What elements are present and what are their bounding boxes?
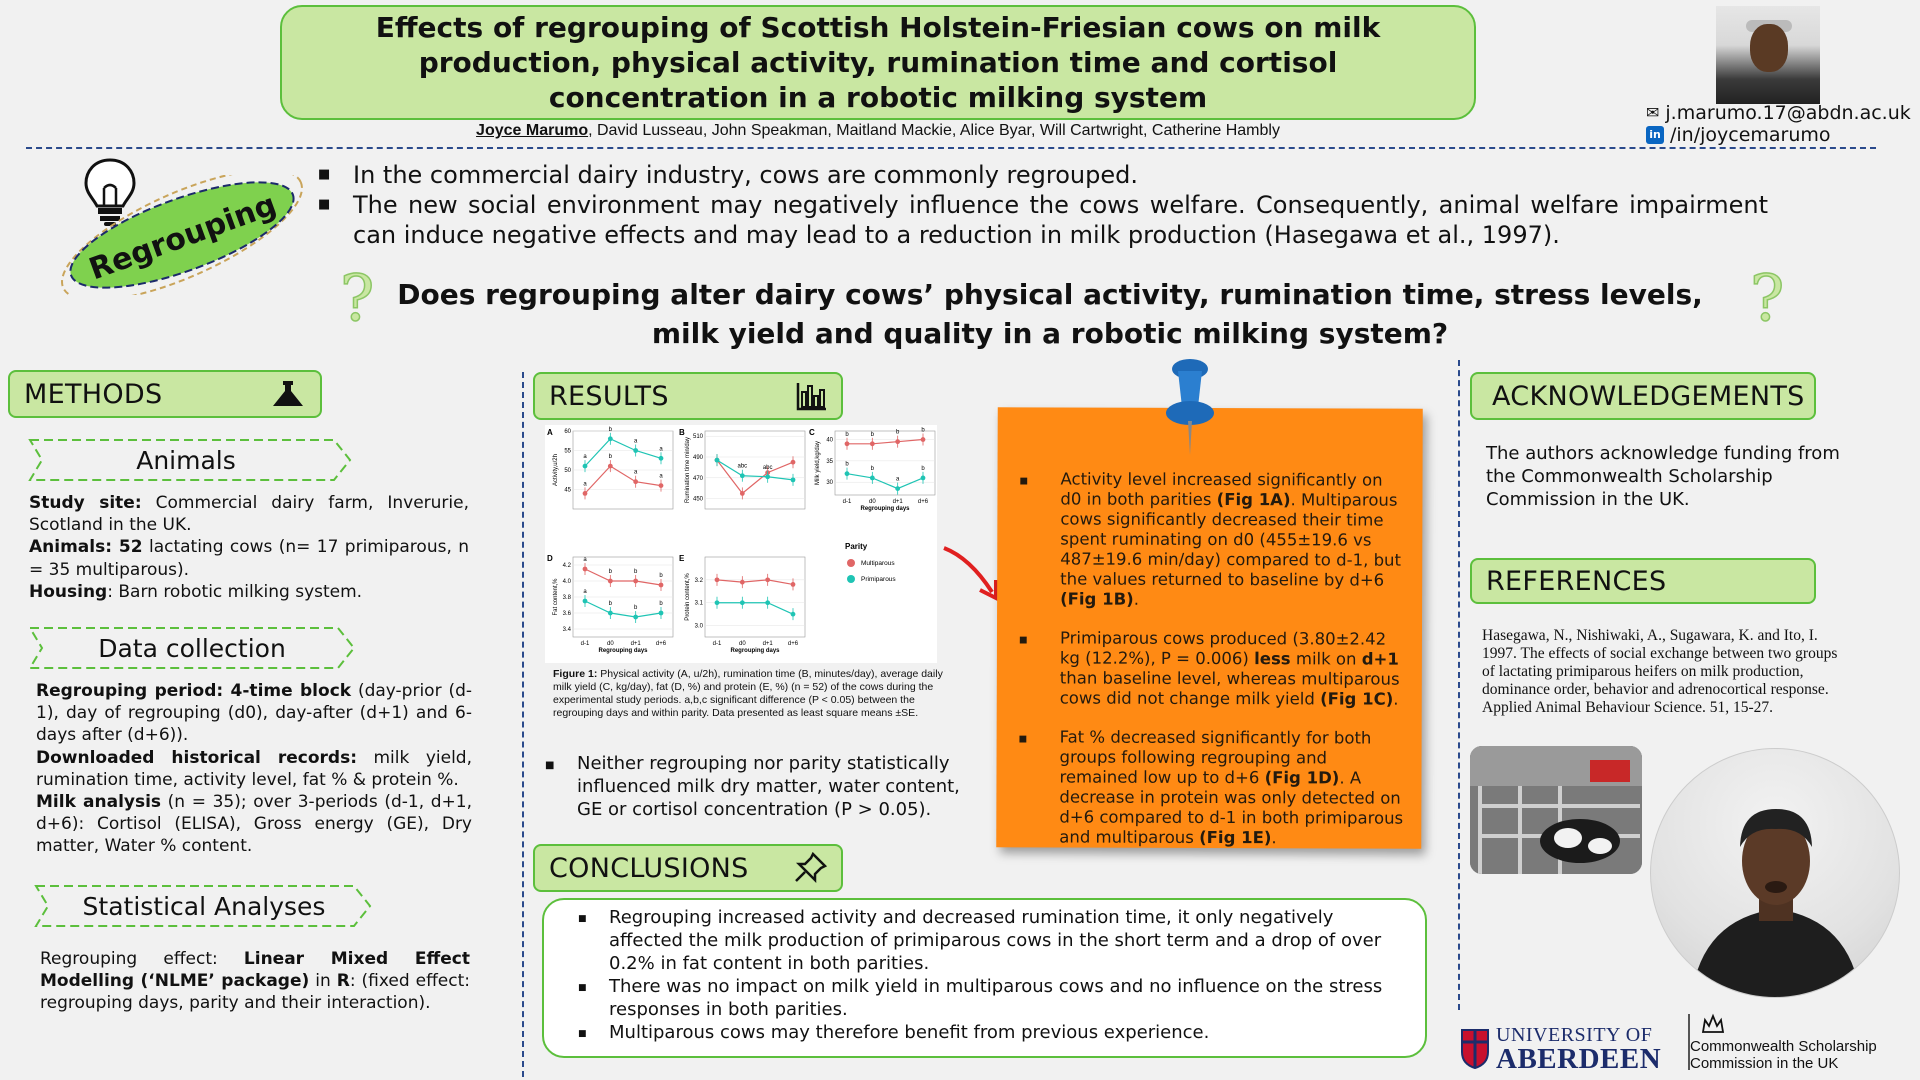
chart-point	[659, 611, 664, 616]
animals-subheader: Animals	[136, 445, 236, 475]
chart-panel-label: B	[679, 428, 685, 437]
methods-header	[8, 370, 322, 418]
figure-1	[545, 425, 937, 663]
envelope-icon: ✉	[1646, 103, 1660, 122]
author-list	[280, 122, 1476, 140]
research-question: Does regrouping alter dairy cows’ physical activity, rumination time, stress levels, milk yield and quality in a robotic milking system?	[397, 278, 1703, 350]
question-mark-icon: ?	[340, 262, 375, 336]
chart-ylabel: Rumination time min/day	[685, 436, 691, 504]
chart-ytick: 470	[692, 475, 703, 482]
conclusions-box	[542, 898, 1427, 1058]
chart-point	[715, 600, 720, 605]
chart-legend-title: Parity	[845, 542, 868, 551]
header-divider	[26, 147, 1876, 149]
chart-ytick: 4.2	[562, 563, 571, 569]
chart-point	[608, 579, 613, 584]
chart-ytick: 3.2	[694, 577, 703, 584]
chart-point	[870, 476, 875, 481]
chart-panel-label: C	[809, 428, 815, 437]
poster-title: Effects of regrouping of Scottish Holstein-Friesian cows on milk production, physical activity, rumination time and cortisol concentration in a robotic milking system	[375, 11, 1381, 114]
chart-legend-swatch	[847, 575, 855, 583]
chart-xtick: d+6	[917, 499, 929, 505]
chart-sig-label: b	[633, 569, 638, 575]
chart-point	[633, 479, 638, 484]
chart-point	[715, 577, 720, 582]
chart-xtick: d-1	[712, 641, 722, 647]
chart-ytick: 40	[826, 437, 833, 444]
chart-xtick: d-1	[580, 641, 590, 647]
chart-ylabel: Activity,u/2h	[553, 454, 559, 486]
animals-text: Study site: Commercial dairy farm, Inverurie, Scotland in the UK. Animals: 52 lactating cows (n= 17 primiparous, n = 35 multiparous). Housing: Barn robotic milking system.	[29, 493, 470, 602]
chart-sig-label: b	[608, 426, 613, 433]
chart-sig-label: a	[583, 481, 587, 488]
chart-panel-frame	[705, 557, 805, 637]
references-title: REFERENCES	[1486, 565, 1667, 597]
chart-sig-label: a	[583, 454, 587, 461]
chart-point	[765, 600, 770, 605]
chart-point	[659, 583, 664, 588]
chart-xtick: d+1	[630, 641, 641, 647]
chart-xtick: d+6	[655, 641, 667, 647]
question-mark-icon: ?	[1750, 262, 1785, 336]
chart-sig-label: a	[633, 469, 638, 476]
chart-sig-label: b	[608, 601, 613, 607]
statistical-subheader: Statistical Analyses	[82, 891, 326, 921]
acknowledgements-header	[1470, 372, 1816, 420]
crown-crest-icon	[1700, 1012, 1726, 1036]
conclusion-bullet: ■ Regrouping increased activity and decreased rumination time, it only negatively affected the milk production of primiparous cows in the short term and a drop of over 0.2% in fat content in both parities.	[574, 906, 1404, 975]
results-header	[533, 372, 843, 420]
chart-sig-label: b	[921, 427, 925, 434]
chart-ytick: 50	[564, 468, 571, 474]
flask-icon	[270, 378, 306, 410]
conclusion-bullet: ■ Multiparous cows may therefore benefit from previous experience.	[574, 1021, 1404, 1044]
chart-point	[583, 567, 588, 572]
chart-sig-label: a	[659, 473, 663, 480]
chart-point	[791, 460, 796, 465]
column-divider	[1458, 360, 1460, 1010]
chart-xtick: d0	[606, 641, 614, 647]
chart-ytick: 30	[826, 480, 833, 487]
commonwealth-scholarship-logo: Commonwealth Scholarship Commission in the UK	[1690, 1038, 1877, 1072]
chart-point	[895, 486, 900, 491]
chart-ytick: 510	[692, 434, 703, 441]
chart-point	[740, 600, 745, 605]
conclusions-header	[533, 844, 843, 892]
chart-ytick: 3.8	[562, 595, 571, 601]
acknowledgements-text: The authors acknowledge funding from the Commonwealth Scholarship Commission in the UK.	[1486, 443, 1840, 510]
pin-icon	[793, 852, 827, 884]
chart-sig-label: b	[870, 465, 875, 472]
chart-xtick: d+1	[762, 641, 773, 647]
statistical-text: Regrouping effect: Linear Mixed Effect Modelling (‘NLME’ package) in R: (fixed effect: regrouping days, parity and their interaction).	[40, 949, 470, 1014]
chart-sig-label: abc	[762, 464, 773, 471]
chart-panel-label: E	[679, 554, 685, 563]
lead-author: Joyce Marumo	[476, 122, 589, 139]
chart-ylabel: Protein content,%	[685, 573, 691, 621]
chart-sig-label: a	[583, 589, 587, 595]
chart-point	[791, 477, 796, 482]
chart-sig-label: abc	[737, 463, 748, 470]
chart-point	[791, 582, 796, 587]
chart-point	[633, 448, 638, 453]
introduction	[318, 160, 1768, 250]
chart-point	[608, 611, 613, 616]
chart-point	[583, 491, 588, 496]
data-collection-text: Regrouping period: 4-time block (day-prior (d-1), day of regrouping (d0), day-after (d+1) and 6-days after (d+6)). Downloaded historical records: milk yield, rumination time, activity level, fat % & protein %. Milk analysis (n = 35); over 3-periods (d-1, d+1, d+6): Cortisol (ELISA), Gross energy (GE), Dry matter, Water % content.	[36, 681, 472, 857]
chart-ytick: 3.1	[694, 600, 703, 607]
chart-point	[765, 474, 770, 479]
chart-point	[740, 491, 745, 496]
chart-sig-label: a	[583, 557, 587, 563]
chart-xtick: d+6	[787, 641, 799, 647]
chart-panel-label: D	[547, 554, 553, 563]
chart-xlabel: Regrouping days	[860, 506, 910, 512]
results-bullet-list	[545, 752, 965, 821]
chart-sig-label: a	[895, 476, 900, 483]
chart-point	[765, 577, 770, 582]
regrouping-badge-text: Regrouping	[84, 187, 282, 288]
intro-bullet: ■ The new social environment may negatively influence the cows welfare. Consequently, animal welfare impairment can induce negative effects and may lead to a reduction in milk production (Hasegawa et al., 1997).	[318, 190, 1768, 250]
linkedin-icon: in	[1646, 126, 1664, 144]
chart-xtick: d+1	[892, 499, 903, 505]
figure-caption: Figure 1: Physical activity (A, u/2h), rumination time (B, minutes/day), average daily milk yield (C, kg/day), fat (D, %) and protein (E, %) (n = 52) of the cows during the experimental study periods. a,b,c significant difference (P < 0.05) between the regrouping days and within parity. Data presented as least square means ±SE.	[553, 668, 943, 719]
chart-xtick: d-1	[842, 499, 852, 505]
data-collection-subheader: Data collection	[98, 633, 286, 663]
chart-ytick: 35	[826, 458, 833, 465]
chart-sig-label: b	[845, 431, 849, 438]
references-text: Hasegawa, N., Nishiwaki, A., Sugawara, K. and Ito, I. 1997. The effects of social exchange between two groups of lactating primiparous heifers on milk production, dominance order, behavior and adrenocortical response. Applied Animal Behaviour Science. 51, 15-27.	[1482, 627, 1838, 716]
chart-sig-label: a	[633, 438, 638, 445]
chart-ytick: 3.6	[562, 611, 571, 617]
chart-ytick: 450	[692, 496, 703, 503]
chart-point	[659, 456, 664, 461]
chart-xlabel: Regrouping days	[598, 648, 648, 654]
chart-point	[791, 612, 796, 617]
chart-point	[659, 483, 664, 488]
conclusions-title: CONCLUSIONS	[549, 852, 749, 884]
chart-legend-label: Primiparous	[861, 576, 896, 583]
contact-block	[1646, 102, 1911, 146]
email-link[interactable]: j.marumo.17@abdn.ac.uk	[1665, 102, 1911, 124]
pushpin-icon	[1160, 355, 1220, 460]
chart-point	[583, 599, 588, 604]
chart-panel-frame	[705, 431, 805, 509]
chart-point	[870, 441, 875, 446]
chart-panel-label: A	[547, 428, 553, 437]
co-authors: , David Lusseau, John Speakman, Maitland Mackie, Alice Byar, Will Cartwright, Catherine Hambly	[588, 122, 1280, 139]
university-crest-icon	[1460, 1028, 1490, 1070]
chart-sig-label: b	[659, 601, 663, 607]
chart-xtick: d0	[738, 641, 746, 647]
chart-ytick: 490	[692, 455, 703, 461]
chart-xtick: d0	[868, 499, 876, 505]
chart-point	[608, 436, 613, 441]
chart-sig-label: b	[870, 431, 875, 438]
chart-ytick: 45	[564, 487, 571, 494]
chart-ylabel: Fat content,%	[553, 578, 559, 616]
results-title: RESULTS	[549, 380, 669, 412]
chart-point	[921, 437, 926, 442]
university-of-aberdeen-logo: UNIVERSITY OF ABERDEEN	[1460, 1025, 1661, 1073]
sticky-bullet: ■ Fat % decreased significantly for both groups following regrouping and remained low up to d+6 (Fig 1D). A decrease in protein was only detected on d+6 compared to d-1 in both primiparous and multiparous (Fig 1E).	[1014, 727, 1404, 848]
sticky-bullet: ■ Primiparous cows produced (3.80±2.42 kg (12.2%), P = 0.006) less milk on d+1 than baseline level, whereas multiparous cows did not change milk yield (Fig 1C).	[1015, 628, 1405, 709]
chart-sig-label: a	[659, 446, 663, 453]
chart-sig-label: b	[845, 461, 849, 468]
chart-point	[715, 458, 720, 463]
sticky-bullet: ■ Activity level increased significantly on d0 in both parities (Fig 1A). Multiparous cows significantly decreased their time spent ruminating on d0 (455±19.6 vs 487±19.6 min/day) compared to d-1, but the values returned to baseline by d+6 (Fig 1B).	[1015, 469, 1405, 610]
chart-legend-swatch	[847, 559, 855, 567]
chart-sig-label: b	[921, 465, 925, 472]
intro-bullet: ■ In the commercial dairy industry, cows are commonly regrouped.	[318, 160, 1768, 190]
chart-point	[583, 464, 588, 469]
conclusion-bullet: ■ There was no impact on milk yield in multiparous cows and no influence on the stress responses in both parities.	[574, 975, 1404, 1021]
chart-point	[921, 476, 926, 481]
chart-ytick: 55	[564, 448, 571, 455]
column-divider	[522, 372, 524, 1077]
chart-ylabel: Milk yield,kg/day	[815, 440, 821, 486]
chart-point	[633, 615, 638, 620]
chart-sig-label: b	[895, 429, 900, 436]
robotic-milking-photo	[1470, 746, 1642, 874]
chart-xlabel: Regrouping days	[730, 648, 780, 654]
chart-point	[608, 464, 613, 469]
results-sticky-note	[996, 407, 1423, 848]
presenter-video	[1650, 748, 1900, 998]
chart-ytick: 4.0	[562, 579, 571, 585]
chart-sig-label: b	[608, 454, 613, 461]
chart-legend-label: Multiparous	[861, 560, 895, 567]
results-bullet: ■ Neither regrouping nor parity statistically influenced milk dry matter, water content, GE or cortisol concentration (P > 0.05).	[545, 752, 965, 821]
chart-point	[740, 580, 745, 585]
chart-point	[895, 439, 900, 444]
chart-point	[633, 579, 638, 584]
methods-title: METHODS	[24, 378, 163, 410]
linkedin-link[interactable]: /in/joycemarumo	[1670, 124, 1831, 146]
chart-point	[740, 473, 745, 478]
chart-ytick: 3.0	[694, 623, 703, 630]
chart-sig-label: b	[633, 605, 638, 611]
poster-title-box	[280, 5, 1476, 120]
regrouping-badge	[48, 175, 316, 295]
references-header	[1470, 558, 1816, 604]
acknowledgements-title: ACKNOWLEDGEMENTS	[1492, 380, 1805, 412]
chart-sig-label: b	[608, 569, 613, 575]
chart-ytick: 60	[564, 429, 571, 435]
bar-chart-icon	[795, 380, 829, 412]
chart-panel-frame	[835, 431, 935, 495]
chart-point	[845, 471, 850, 476]
chart-point	[845, 441, 850, 446]
chart-ytick: 3.4	[562, 627, 571, 633]
chart-sig-label: b	[659, 573, 663, 579]
author-photo	[1716, 6, 1820, 104]
